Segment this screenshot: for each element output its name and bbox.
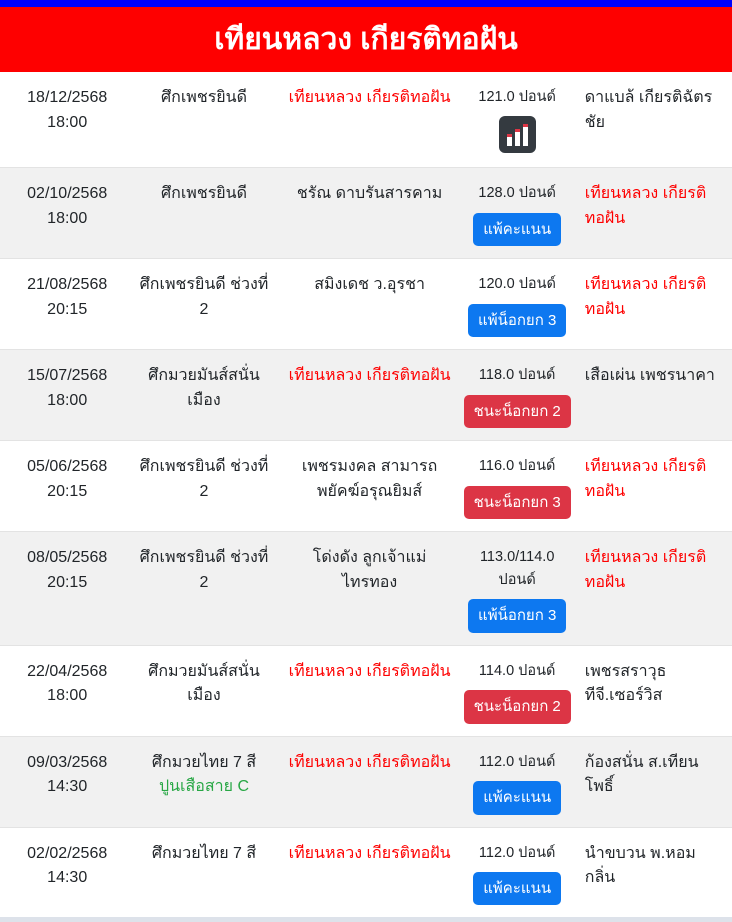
event-cell <box>128 364 279 414</box>
fighter2-name: เทียนหลวง เกียรติทอฝัน <box>584 185 707 228</box>
fight-date: 02/10/2568 <box>27 185 108 203</box>
fight-row <box>0 440 732 531</box>
result-cell <box>460 273 575 337</box>
stats-chart-icon[interactable] <box>499 116 536 153</box>
fight-row <box>0 827 732 918</box>
event-name: ศึกมวยมันส์สนั่นเมือง <box>148 367 260 409</box>
result-cell <box>460 546 575 632</box>
bottom-divider-strip <box>0 917 732 922</box>
event-name: ศึกเพชรยินดี ช่วงที่ 2 <box>139 458 269 500</box>
fighter1-name: เทียนหลวง เกียรติทอฝัน <box>288 367 451 385</box>
fighter1-name: เทียนหลวง เกียรติทอฝัน <box>288 844 451 862</box>
fighter1-name: เทียนหลวง เกียรติทอฝัน <box>288 753 451 771</box>
fight-date-cell <box>6 273 128 323</box>
fighter2-name: เทียนหลวง เกียรติทอฝัน <box>584 276 707 319</box>
weight-label: 128.0 ปอนด์ <box>478 185 556 202</box>
fight-date-cell <box>6 182 128 232</box>
result-cell <box>460 364 575 428</box>
event-cell <box>128 842 279 867</box>
fight-date: 08/05/2568 <box>27 549 108 567</box>
event-name: ศึกเพชรยินดี <box>160 89 247 106</box>
fighter2-name: เสือเผ่น เพชรนาคา <box>584 367 715 385</box>
weight-label: 116.0 ปอนด์ <box>478 458 556 475</box>
weight-label: 118.0 ปอนด์ <box>478 367 556 384</box>
weight-label: 114.0 ปอนด์ <box>478 662 556 679</box>
fight-date-cell <box>6 751 128 801</box>
event-cell <box>128 273 279 323</box>
fight-time: 18:00 <box>47 113 88 131</box>
event-name: ศึกมวยไทย 7 สี <box>151 753 257 771</box>
fight-date: 21/08/2568 <box>27 276 108 294</box>
fight-row <box>0 167 732 258</box>
fight-date: 02/02/2568 <box>27 844 108 862</box>
event-name: ศึกเพชรยินดี ช่วงที่ 2 <box>139 276 269 319</box>
fight-time: 14:30 <box>47 869 88 887</box>
event-name: ศึกมวยไทย 7 สี <box>151 844 257 862</box>
fight-row <box>0 72 732 167</box>
fight-time: 18:00 <box>47 687 88 705</box>
result-cell <box>460 842 575 906</box>
result-badge: แพ้น็อกยก 3 <box>468 304 566 338</box>
page-header <box>0 7 732 72</box>
weight-label: 112.0 ปอนด์ <box>478 753 556 770</box>
fighter1-name: สมิงเดช ว.อุรชา <box>314 276 425 294</box>
fighter2-name: ก้องสนั่น ส.เทียนโพธิ์ <box>584 753 699 796</box>
result-badge: แพ้น็อกยก 3 <box>468 599 566 633</box>
event-cell <box>128 182 279 207</box>
fight-time: 18:00 <box>47 392 88 409</box>
event-name: ศึกมวยมันส์สนั่นเมือง <box>148 662 260 705</box>
fight-date-cell <box>6 455 128 505</box>
event-cell <box>128 660 279 710</box>
event-cell <box>128 455 279 505</box>
fighter-page-title: เทียนหลวง เกียรติทอฝัน <box>214 23 518 56</box>
fighter1-name: เพชรมงคล สามารถพยัคฆ์อรุณยิมส์ <box>301 458 438 500</box>
weight-label: 113.0/114.0 ปอนด์ <box>479 549 555 588</box>
fighter2-name: ดาแบล้ เกียรติฉัตรชัย <box>584 89 713 131</box>
bar-chart-bar <box>515 132 520 146</box>
fight-date: 22/04/2568 <box>27 662 108 680</box>
fight-time: 14:30 <box>47 778 88 796</box>
event-cell <box>128 86 279 111</box>
fight-date: 05/06/2568 <box>27 458 108 476</box>
fight-time: 20:15 <box>47 482 88 500</box>
fighter1-name: โด่งดัง ลูกเจ้าแม่ไทรทอง <box>312 549 427 591</box>
fight-date-cell <box>6 86 128 136</box>
fight-time: 18:00 <box>47 210 88 228</box>
fight-date-cell <box>6 546 128 596</box>
fight-row <box>0 258 732 349</box>
top-accent-strip <box>0 0 732 7</box>
event-cell <box>128 546 279 596</box>
result-cell <box>460 86 575 155</box>
weight-label: 112.0 ปอนด์ <box>478 844 556 861</box>
fight-date-cell <box>6 364 128 414</box>
fight-time: 20:15 <box>47 573 88 591</box>
result-badge: ชนะน็อกยก 3 <box>464 486 571 520</box>
weight-label: 120.0 ปอนด์ <box>478 276 556 293</box>
fight-date: 09/03/2568 <box>27 753 108 771</box>
fighter1-name: เทียนหลวง เกียรติทอฝัน <box>288 89 451 106</box>
fighter2-name: เทียนหลวง เกียรติทอฝัน <box>584 549 707 591</box>
result-cell <box>460 182 575 246</box>
result-cell <box>460 660 575 724</box>
fight-row <box>0 531 732 644</box>
result-badge: แพ้คะแนน <box>473 872 561 906</box>
fight-history-table <box>0 72 732 917</box>
fight-date-cell <box>6 842 128 892</box>
result-badge: ชนะน็อกยก 2 <box>464 690 571 724</box>
fight-row <box>0 645 732 736</box>
result-badge: แพ้คะแนน <box>473 781 561 815</box>
fight-row <box>0 349 732 440</box>
fighter2-name: เทียนหลวง เกียรติทอฝัน <box>584 458 707 500</box>
fighter1-name: เทียนหลวง เกียรติทอฝัน <box>288 662 451 680</box>
result-cell <box>460 751 575 815</box>
result-badge: ชนะน็อกยก 2 <box>464 395 571 429</box>
fighter2-name: เพชรสราวุธ ทีจี.เซอร์วิส <box>584 662 667 705</box>
fight-date: 15/07/2568 <box>27 367 108 385</box>
fight-date-cell <box>6 660 128 710</box>
result-cell <box>460 455 575 519</box>
event-cell <box>128 751 279 801</box>
bar-chart-bar <box>507 137 512 146</box>
fight-date: 18/12/2568 <box>27 89 108 106</box>
fighter2-name: นำขบวน พ.หอมกลิ่น <box>584 844 696 887</box>
fighter1-name: ชรัณ ดาบรันสารคาม <box>296 185 443 203</box>
weight-label: 121.0 ปอนด์ <box>478 89 556 105</box>
bar-chart-bar <box>523 127 528 146</box>
fight-row <box>0 736 732 827</box>
fight-time: 20:15 <box>47 301 88 319</box>
event-extra-label: ปูนเสือสาย C <box>158 778 250 796</box>
result-badge: แพ้คะแนน <box>473 213 561 247</box>
event-name: ศึกเพชรยินดี <box>160 185 247 203</box>
event-name: ศึกเพชรยินดี ช่วงที่ 2 <box>139 549 269 591</box>
